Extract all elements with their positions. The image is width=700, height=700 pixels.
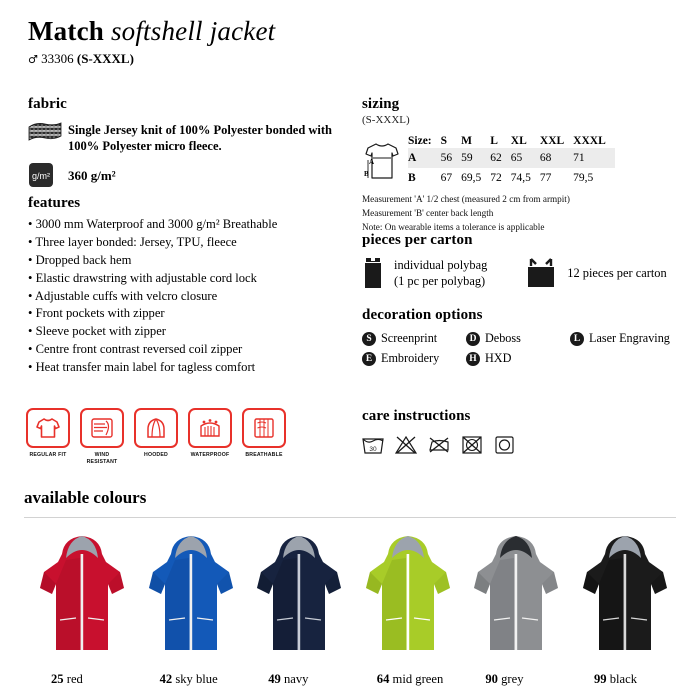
- sizing-note: Note: On wearable items a tolerance is applicable: [362, 221, 545, 232]
- cell: 65: [510, 152, 523, 164]
- pictogram-label: WIND RESISTANT: [86, 452, 118, 465]
- carton-section: [362, 232, 692, 289]
- pictogram-wind-resistant: [80, 408, 124, 465]
- table-row: [408, 168, 615, 188]
- pictogram-label: REGULAR FIT: [29, 452, 67, 458]
- fabric-weight-row: [28, 162, 358, 188]
- list-item: • Elastic drawstring with adjustable cord lock: [28, 270, 358, 288]
- colour-name: sky blue: [175, 672, 218, 686]
- colour-name: navy: [283, 672, 309, 686]
- sizing-note: Measurement 'A' 1/2 chest (measured 2 cm from armpit): [362, 194, 570, 204]
- decoration-option-deboss: [466, 331, 570, 346]
- decoration-label: Deboss: [485, 331, 521, 345]
- list-item: • Sleeve pocket with zipper: [28, 323, 358, 341]
- colour-item-grey[interactable]: [458, 524, 567, 686]
- colour-code: 90: [485, 672, 498, 686]
- list-item: • Dropped back hem: [28, 252, 358, 270]
- wash-30-icon: [362, 435, 384, 455]
- colour-item-mid-green[interactable]: [350, 524, 459, 686]
- decoration-badge-icon: S: [362, 332, 376, 346]
- carton-box-text: 12 pieces per carton: [567, 266, 667, 281]
- product-code: 33306: [41, 51, 74, 66]
- pictogram-waterproof: [188, 408, 232, 465]
- decoration-badge-icon: H: [466, 352, 480, 366]
- decoration-badge-icon: L: [570, 332, 584, 346]
- jacket-image: [36, 528, 128, 666]
- cell: 72: [490, 172, 502, 184]
- fabric-material-row: [28, 121, 358, 154]
- list-item: • Adjustable cuffs with velcro closure: [28, 288, 358, 306]
- colour-name: mid green: [392, 672, 444, 686]
- svg-text:30: 30: [369, 446, 377, 453]
- list-item: • Centre front contrast reversed coil zipper: [28, 341, 358, 359]
- pictogram-breathable: [242, 408, 286, 465]
- features-list: [28, 216, 358, 377]
- table-row: [408, 148, 615, 168]
- decoration-badge-icon: E: [362, 352, 376, 366]
- size-table: [408, 134, 615, 188]
- list-item: • Three layer bonded: Jersey, TPU, fleece: [28, 234, 358, 252]
- carton-heading: pieces per carton: [362, 232, 473, 248]
- pictogram-regular-fit: [26, 408, 70, 465]
- gram-per-square-meter-icon: [28, 162, 62, 188]
- cell: 67: [440, 172, 453, 184]
- male-symbol-icon: ♂: [28, 53, 38, 66]
- carton-box-icon: [525, 257, 557, 289]
- decoration-label: HXD: [485, 351, 512, 365]
- decoration-section: [362, 307, 692, 366]
- sizing-notes: [362, 193, 682, 234]
- pictogram-hooded: [134, 408, 178, 465]
- product-name: Match: [28, 16, 104, 46]
- pictogram-row: [26, 408, 286, 465]
- decoration-label: Screenprint: [381, 331, 438, 345]
- cell: 56: [440, 152, 453, 164]
- colour-item-navy[interactable]: [241, 524, 350, 686]
- fabric-weight-text: 360 g/m²: [68, 168, 116, 184]
- decoration-option-laser-engraving: [570, 331, 692, 346]
- colour-label: [485, 672, 523, 687]
- decoration-badge-icon: D: [466, 332, 480, 346]
- list-item: • 3000 mm Waterproof and 3000 g/m² Breathable: [28, 216, 358, 234]
- svg-text:B: B: [364, 170, 369, 178]
- decoration-label: Laser Engraving: [589, 331, 670, 345]
- pictogram-label: BREATHABLE: [245, 452, 283, 458]
- dry-clean-icon: [494, 435, 516, 455]
- jacket-image: [362, 528, 454, 666]
- jacket-image: [253, 528, 345, 666]
- fabric-material-text: Single Jersey knit of 100% Polyester bonded with 100% Polyester micro fleece.: [68, 123, 333, 153]
- decoration-option-hxd: [466, 351, 570, 366]
- sizing-range: (S-XXXL): [362, 114, 410, 126]
- features-heading: features: [28, 195, 81, 211]
- waterproof-icon: [188, 408, 232, 448]
- do-not-bleach-icon: [395, 435, 417, 455]
- polybag-icon: [362, 257, 384, 289]
- regular-fit-icon: [26, 408, 70, 448]
- decoration-option-embroidery: [362, 351, 466, 366]
- divider: [24, 517, 676, 518]
- colour-code: 64: [376, 672, 390, 686]
- table-header-cell: S: [440, 135, 448, 147]
- knit-swatch-icon: [28, 121, 62, 143]
- decoration-label: Embroidery: [381, 351, 440, 365]
- product-type: softshell jacket: [110, 16, 276, 46]
- cell: 62: [490, 152, 502, 164]
- colour-item-black[interactable]: [567, 524, 676, 686]
- features-section: [28, 195, 358, 377]
- svg-text:A: A: [369, 158, 375, 166]
- cell: 79,5: [573, 172, 594, 184]
- hooded-icon: [134, 408, 178, 448]
- colour-code: 99: [593, 672, 607, 686]
- cell: 74,5: [510, 172, 531, 184]
- colour-label: [51, 672, 83, 687]
- polybag-line-1: individual polybag: [394, 258, 488, 272]
- colour-item-red[interactable]: [24, 524, 133, 686]
- colour-swatch-strip: [24, 524, 676, 686]
- table-header-row: [408, 134, 615, 148]
- jacket-image: [579, 528, 671, 666]
- jacket-image: [145, 528, 237, 666]
- decoration-heading: decoration options: [362, 307, 483, 323]
- row-label: B: [408, 172, 416, 184]
- sizing-section: [362, 96, 682, 234]
- garment-measurement-icon: [362, 134, 408, 188]
- colour-code: 25: [51, 672, 64, 686]
- sizing-heading: sizing: [362, 96, 400, 112]
- table-header-cell: L: [490, 135, 498, 147]
- table-header-cell: Size:: [408, 135, 432, 147]
- do-not-iron-icon: [428, 435, 450, 455]
- sizing-note: Measurement 'B' center back length: [362, 207, 494, 218]
- svg-text:g/m²: g/m²: [32, 171, 50, 182]
- table-header-cell: XL: [510, 135, 527, 147]
- product-size-range: (S-XXXL): [76, 51, 134, 66]
- fabric-heading: fabric: [28, 96, 67, 112]
- colour-label: [268, 672, 308, 687]
- cell: 68: [539, 152, 552, 164]
- polybag-line-2: (1 pc per polybag): [394, 274, 486, 289]
- cell: 71: [573, 152, 585, 164]
- wind-resistant-icon: [80, 408, 124, 448]
- product-code-line: [28, 51, 275, 67]
- care-section: [362, 408, 692, 455]
- colour-code: 42: [159, 672, 173, 686]
- row-label: A: [408, 152, 417, 164]
- table-header-cell: XXXL: [573, 135, 606, 147]
- pictogram-label: WATERPROOF: [190, 452, 230, 458]
- list-item: • Heat transfer main label for tagless comfort: [28, 359, 358, 377]
- cell: 77: [539, 172, 552, 184]
- pictogram-label: HOODED: [144, 452, 168, 458]
- decoration-option-screenprint: [362, 331, 466, 346]
- fabric-section: [28, 96, 358, 188]
- colour-label: [377, 672, 443, 687]
- colour-name: black: [609, 672, 637, 686]
- cell: 59: [461, 152, 473, 164]
- table-header-cell: M: [461, 135, 472, 147]
- colour-label: [160, 672, 218, 687]
- care-heading: care instructions: [362, 408, 471, 424]
- page-title: [28, 16, 275, 67]
- cell: 69,5: [461, 172, 482, 184]
- product-title: [28, 16, 275, 47]
- breathable-icon: [242, 408, 286, 448]
- colour-label: [594, 672, 637, 687]
- colour-name: red: [66, 672, 83, 686]
- colours-heading: available colours: [24, 488, 147, 507]
- jacket-image: [470, 528, 562, 666]
- table-header-cell: XXL: [539, 135, 565, 147]
- colour-name: grey: [501, 672, 524, 686]
- do-not-tumble-dry-icon: [461, 435, 483, 455]
- colour-code: 49: [268, 672, 281, 686]
- colour-item-sky-blue[interactable]: [133, 524, 242, 686]
- list-item: • Front pockets with zipper: [28, 305, 358, 323]
- polybag-text: [394, 257, 487, 289]
